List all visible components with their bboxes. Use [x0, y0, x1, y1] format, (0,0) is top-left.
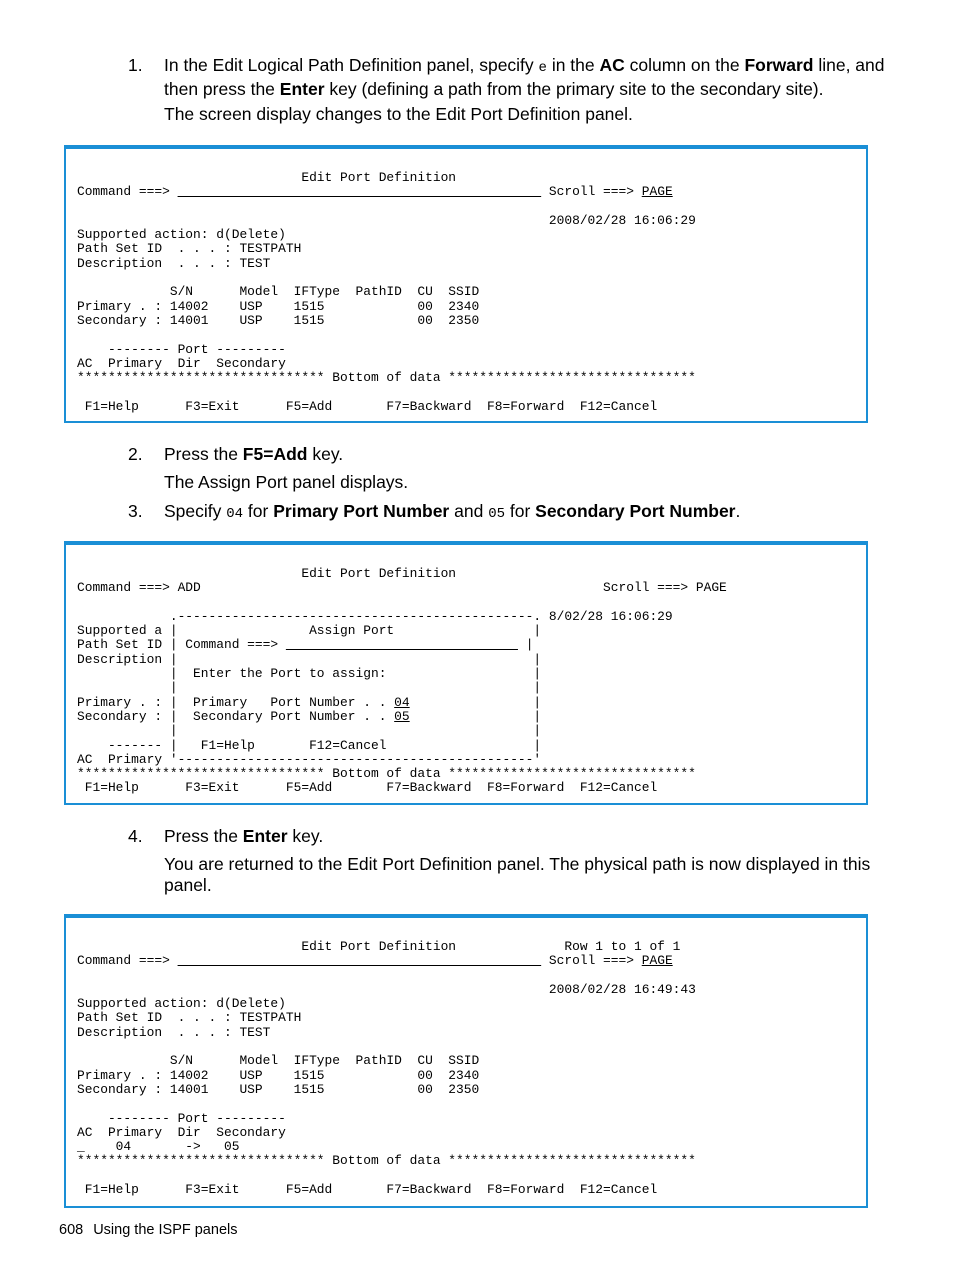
step-number: 1. — [128, 55, 143, 75]
terminal-panel-edit-port-result — [64, 914, 868, 1208]
step-text: Press the Enter key. — [164, 826, 324, 846]
step-number: 3. — [128, 501, 143, 521]
step-3 — [128, 501, 888, 525]
assign-command-input[interactable] — [286, 637, 518, 652]
terminal-screen: Edit Port Definition Row 1 to 1 of 1 Command ===> Scroll ===> PAGE 2008/02/28 16:49:43 Supported action: d(Delete) Path Set ID . . . : TESTPATH Description . . . : TEST S/N Model IFType PathID CU SSID Primary . : 14002 USP 1515 00 2340 Secondary : 14001 USP 1515 00 2350 -------- Port --------- AC Primary Dir Secondary _ 04 -> 05 ******************************** Bottom of data ******************************** F1=Help F3=Exit F5=Add F7=Backward F8=Forward F12=Cancel — [77, 939, 696, 1198]
command-input[interactable] — [178, 184, 542, 199]
page-number: 608 — [59, 1222, 84, 1238]
step-number: 2. — [128, 444, 143, 464]
step-2-result: The Assign Port panel displays. — [164, 472, 409, 492]
secondary-port-number-input[interactable]: 05 — [394, 708, 410, 724]
step-4 — [128, 826, 888, 847]
step-text: In the Edit Logical Path Definition panel, specify e in the AC column on the Forward line, and then press the Enter key (defining a path from the primary site to the secondary site). — [164, 55, 885, 99]
path-row[interactable]: _ 04 -> 05 — [77, 1139, 240, 1155]
step-2 — [128, 444, 888, 465]
terminal-panel-assign-port — [64, 541, 868, 805]
terminal-panel-edit-port — [64, 145, 868, 423]
step-1-result: The screen display changes to the Edit Port Definition panel. — [164, 104, 633, 124]
primary-port-number-input[interactable]: 04 — [394, 694, 410, 710]
terminal-screen: Edit Port Definition Command ===> Scroll ===> PAGE 2008/02/28 16:06:29 Supported action: d(Delete) Path Set ID . . . : TESTPATH Description . . . : TEST S/N Model IFType PathID CU SSID Primary . : 14002 USP 1515 00 2340 Secondary : 14001 USP 1515 00 2350 -------- Port --------- AC Primary Dir Secondary ******************************** Bottom of data ******************************** F1=Help F3=Exit F5=Add F7=Backward F8=Forward F12=Cancel — [77, 170, 696, 414]
step-4-result: You are returned to the Edit Port Definition panel. The physical path is now displayed in this panel. — [164, 854, 871, 895]
step-1 — [128, 55, 888, 100]
page-footer — [59, 1222, 237, 1238]
step-text: Specify 04 for Primary Port Number and 05 for Secondary Port Number. — [164, 501, 741, 522]
footer-title: Using the ISPF panels — [93, 1222, 238, 1238]
step-number: 4. — [128, 826, 143, 846]
command-input[interactable] — [178, 953, 542, 968]
step-text: Press the F5=Add key. — [164, 444, 344, 464]
scroll-value[interactable]: PAGE — [641, 953, 673, 969]
scroll-value[interactable]: PAGE — [641, 184, 673, 200]
terminal-screen: Edit Port Definition Command ===> ADD Scroll ===> PAGE .----------------------------------------------. 8/02/28 16:06:29 Supported a | Assign Port | Path Set ID | Command ===> | Description | | | Enter the Port to assign: | | | Primary . : | Primary Port Number . . 04 | Secondary : | Secondary Port Number . . 05 | | | ------- | F1=Help F12=Cancel | AC Primary '----------------------------------------------' ******************************** Bottom of data ******************************** F1=Help F3=Exit F5=Add F7=Backward F8=Forward F12=Cancel — [77, 566, 727, 796]
